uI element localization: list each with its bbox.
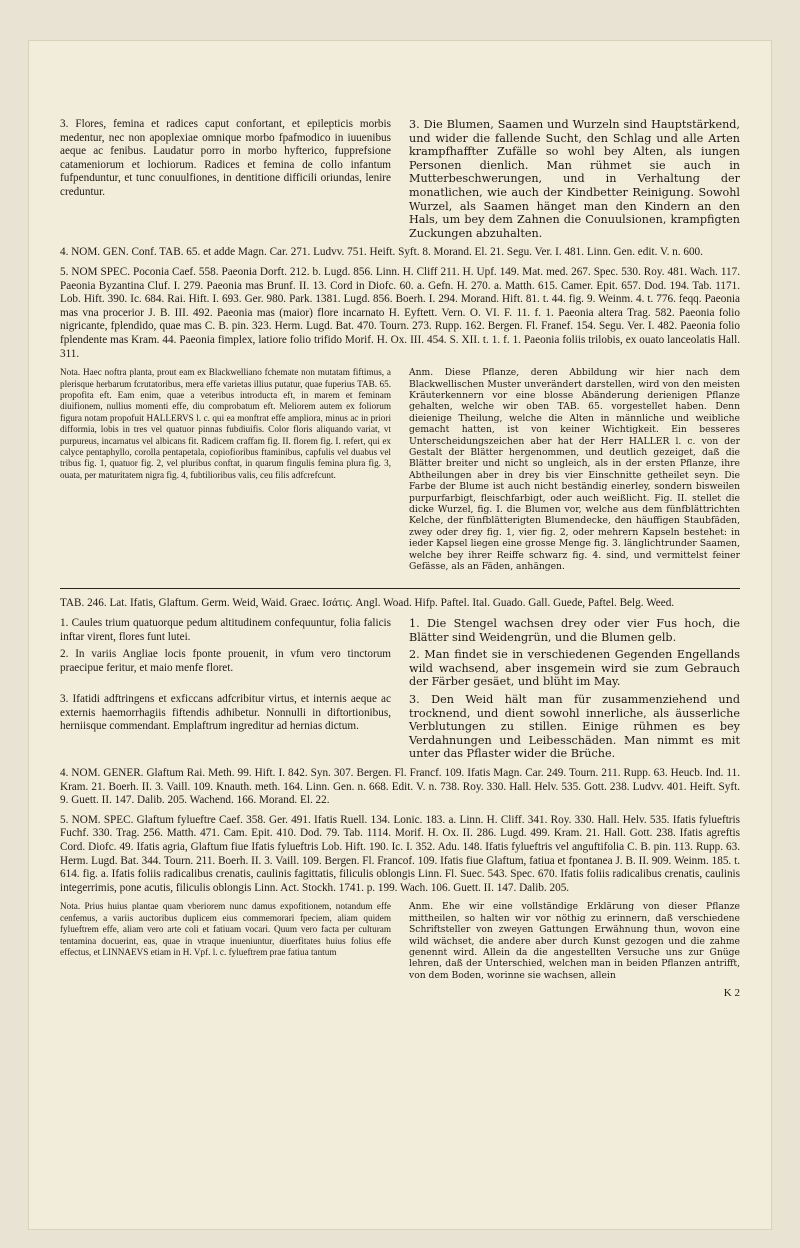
- tab-heading: TAB. 246. Lat. Ifatis, Glaftum. Germ. Weid, Waid. Graec. Ισάτις. Angl. Woad. Hifp. Paftel. Ital. Guado. Gall. Guede, Paftel. Belg. Weed.: [60, 597, 675, 610]
- section2-notes: [60, 901, 740, 981]
- german-text: 3. Den Weid hält man für zusammenziehend und trocknend, und dient sowohl innerliche, als äusserliche Verblutungen zu stillen. Einige rühmen es bey Verdahnungen und Leibesschäden. Man nimmt es mit unter das Pflaster wider die Brüche.: [409, 692, 740, 761]
- section2-para1: [60, 617, 740, 644]
- section1-notes: [60, 367, 740, 572]
- german-text: 1. Die Stengel wachsen drey oder vier Fus hoch, die Blätter sind Weidengrün, und die Blumen gelb.: [409, 617, 740, 644]
- nom-gen: 4. NOM. GEN. Conf. TAB. 65. et adde Magn. Car. 271. Ludvv. 751. Heift. Syft. 8. Morand. El. 21. Segu. Ver. I. 481. Linn. Gen. edit. V. n. 600.: [60, 246, 703, 259]
- section2-para3: [60, 693, 740, 761]
- german-text: 2. Man findet sie in verschiedenen Gegenden Engellands wild wachsend, aber insgemein wird sie zum Gebrauch der Färber gesäet, und blüht im May.: [409, 648, 740, 689]
- latin-text: 1. Caules trium quatuorque pedum altitudinem confequuntur, folia falicis inftar virent, flores funt lutei.: [60, 617, 391, 643]
- note-latin: Nota. Haec noftra planta, prout eam ex Blackwelliano fchemate non mutatam fiftimus, a plerisque herbarum fcrutatoribus, mera effe varietas illius putatur, quae fuperius TAB. 65. propofita eft. Eam enim, quae a veteribus introducta eft, in marem et feminam diuifionem, nullius momenti effe, diu comprobatum eft. Meliorem autem ex foliorum figura notam propofuit HALLERVS l. c. qui ea monftrat effe ampliora, minus ac in priori difformia, lobis in tres vel quatuor pinnas fubdiuifis. Color floris aliquando variat, vt purpureus, incarnatus vel albicans fit. Radicem craffam fig. II. florem fig. I. refert, qui ex calyce pentaphyllo, corolla pentapetala, copiofioribus ftaminibus, capfulis vel duabus vel tribus fig. 1, quatuor fig. 2, vel pluribus conftat, in quarum fingulis femina plura fig. 3, ouata, per maturitatem nigra fig. 4, fubtilioribus valis, ceu filis adfcrefcunt.: [60, 367, 391, 480]
- german-text: 3. Die Blumen, Saamen und Wurzeln sind Hauptstärkend, und wider die fallende Sucht, den Schlag und alle Arten krampfhaffter Zufälle so wohl bey Alten, als iungen Personen dienlich. Man rühmet sie auch in Mutterbeschwerungen, und in Verhaltung der monatlichen, wie auch der Kindbetter Reinigung. Sowohl Wurzel, als Saamen hänget man den Kindern an den Hals, um bey dem Zahnen die Conuulsionen, krampfigten Zuckungen abzuhalten.: [409, 118, 740, 240]
- note-german: Anm. Diese Pflanze, deren Abbildung wir hier nach dem Blackwellischen Muster unverändert darstellen, wird von den meisten Kräuterkennern vor eine blosse Abänderung derienigen Pflanze gehalten, welche wir oben TAB. 65. vorgestellet haben. Denn dieienige Theilung, welche die Alten in männliche und weibliche gemacht hatten, ist von keiner Wichtigkeit. Ein besseres Unterscheidungszeichen aber hat der Herr HALLER l. c. von der Gestalt der Blätter hergenommen, und deutlich gezeiget, daß die Blätter breiter und nicht so ungleich, als in der ersten Pflanze, ihre Abtheilungen aber in drey bis vier Einschnitte getheilet seyn. Die Farbe der Blume ist auch nicht beständig einerley, sondern bisweilen purpurfarbigt, fleischfarbigt, oder auch weißlicht. Fig. II. stellet die dicke Wurzel, fig. I. die Blumen vor, welche aus dem fünfblättrichten Kelche, der fünfblätterigten Blumendecke, den häuffigen Staubfäden, zwey oder drey fig. 1, vier fig. 2, oder mehrern Kapseln bestehet: in ieder Kapsel liegen eine grosse Menge fig. 3. länglichtrunder Saamen, welche bey ihrer Reiffe schwarz fig. 4. sind, und vermittelst feiner Gefässe, als an Fäden, anhängen.: [409, 367, 740, 572]
- note-german: Anm. Ehe wir eine vollständige Erklärung von dieser Pflanze mittheilen, so halten wir vor nöthig zu erinnern, daß verschiedene Schriftsteller von zweyen Gattungen Erwähnung thun, wovon eine wild wächset, die andere aber durch Kunst gezogen und die zahme genennt wird. Allein da die angestellten Versuche uns zur Gnüge lehren, daß der Unterschied, welchen man in beiden Pflanzen antrifft, von dem Boden, worinne sie wachsen, allein: [409, 901, 740, 981]
- nom-spec: 5. NOM SPEC. Poconia Caef. 558. Paeonia Dorft. 212. b. Lugd. 856. Linn. H. Cliff 211. H. Upf. 149. Mat. med. 267. Spec. 530. Roy. 481. Wach. 117. Paeonia Byzantina Cluf. I. 279. Paeonia mas Brunf. II. 13. Cord in Diofc. 60. a. Gefn. H. 270. a. Matth. 615. Camer. Epit. 657. Dod. 194. Tab. 1171. Lob. Hift. 390. Ic. 684. Rai. Hift. I. 693. Ger. 980. Park. 1381. Lugd. 856. Boerh. I. 294. Morand. Hift. 81. t. 44. fig. 9. Weinm. 4. t. 776. feqq. Paeonia mas vna procerior J. B. III. 492. Paeonia mas (maior) flore incarnato H. Eyftett. Vern. O. VI. F. 11. f. 1. Paeonia altera Trag. 582. Paeonia folio nigricante, fplendido, quae mas C. B. pin. 323. Herm. Lugd. Bat. 470. Tourn. 273. Rupp. 162. Bergen. Fl. Franef. 154. Segu. Ver. I. 482. Paeonia folio fplendente mas Kram. 44. Paeonia fimplex, latiore folio trifido Morif. H. Ox. III. 454. S. XII. t. 1. f. 1. Paeonia foliis trilobis, ex ouato lanceolatis Hall. 311.: [60, 265, 740, 360]
- nom-gener: 4. NOM. GENER. Glaftum Rai. Meth. 99. Hift. I. 842. Syn. 307. Bergen. Fl. Francf. 109. Ifatis Magn. Car. 249. Tourn. 211. Rupp. 63. Heucb. Ind. 11. Kram. 21. Boerh. II. 3. Vaill. 109. Knauth. meth. 164. Linn. Gen. n. 668. Edit. V. n. 738. Roy. 330. Hall. Helv. 535. Gott. 238. Ludvv. 401. Heift. Syft. 9. Guett. II. 147. Dalib. 205. Wachend. 166. Morand. El. 22.: [60, 766, 740, 807]
- section2-para2: [60, 648, 740, 689]
- section1-para3: [60, 118, 740, 240]
- page-content: [60, 118, 740, 999]
- latin-text: 3. Ifatidi adftringens et exficcans adfcribitur virtus, et internis aeque ac externis haemorrhagiis fiftendis adhibetur. Nonnulli in diftortionibus, herniisque commendant. Emplaftrum ingreditur ad hernias dictum.: [60, 692, 391, 733]
- latin-text: 3. Flores, femina et radices caput confortant, et epilepticis morbis medentur, nec non apoplexiae omnique morbo fpafmodico in iuuenibus aeque ac fenibus. Laudatur porro in morbo hyfterico, fupprefsione catameniorum et lochiorum. Radices et femina de collo infantum fufpenduntur, et tunc conuulfiones, in dentitione difficili oriundas, lenire creduntur.: [60, 118, 391, 198]
- note-latin: Nota. Prius huius plantae quam vberiorem nunc damus expofitionem, notandum effe cenfemus, a variis auctoribus duplicem eius commemorari fpeciem, aliam quidem fylueftrem effe, aliam vero arte coli et fatiuam vocari. Quum vero facta per culturam tentamina docuerint, eas, quae in vtraque inueniuntur, diuerfitates huius folius effe effectus, et LINNAEVS etiam in H. Vpf. l. c. fylueftrem prae fatiua tantum: [60, 901, 391, 957]
- page-signature: K 2: [723, 987, 740, 1000]
- book-page: [28, 40, 772, 1230]
- nom-spec: 5. NOM. SPEC. Glaftum fylueftre Caef. 358. Ger. 491. Ifatis Ruell. 134. Lonic. 183. a. Linn. H. Cliff. 341. Roy. 330. Hall. Helv. 535. Ifatis fylueftris Fuchf. 330. Trag. 256. Matth. 471. Cam. Epit. 410. Dod. 79. Tab. 1114. Morif. H. Ox. II. 286. Lugd. 499. Kram. 21. Hall. Gott. 238. Ifatis agreftis Cord. Diofc. 49. Ifatis agria, Glaftum fiue Ifatis fylueftris Lob. Hift. 190. Ic. I. 352. Adu. 148. Ifatis fylueftris vel anguftifolia C. B. pin. 113. Rupp. 63. Herm. Lugd. Bat. 344. Tourn. 211. Boerh. II. 3. Vaill. 109. Bergen. Fl. Francof. 109. Ifatis fiue Glaftum, fatiua et fpontanea J. B. II. 909. Weinm. 185. t. 614. fig. a. Ifatis foliis radicalibus crenatis, caulinis fagittatis, filiculis oblongis Linn. Fl. Suec. 543. Spec. 670. Ifatis foliis radicalibus crenatis, caulinis integerrimis, pone acutis, filiculis oblongis Linn. Act. Stockh. 1741. p. 199. Wach. 106. Guett. II. 147. Dalib. 205.: [60, 813, 740, 894]
- section-divider: [60, 588, 740, 589]
- latin-text: 2. In variis Angliae locis fponte prouenit, in vfum vero tinctorum praecipue feritur, et maio menfe floret.: [60, 648, 391, 674]
